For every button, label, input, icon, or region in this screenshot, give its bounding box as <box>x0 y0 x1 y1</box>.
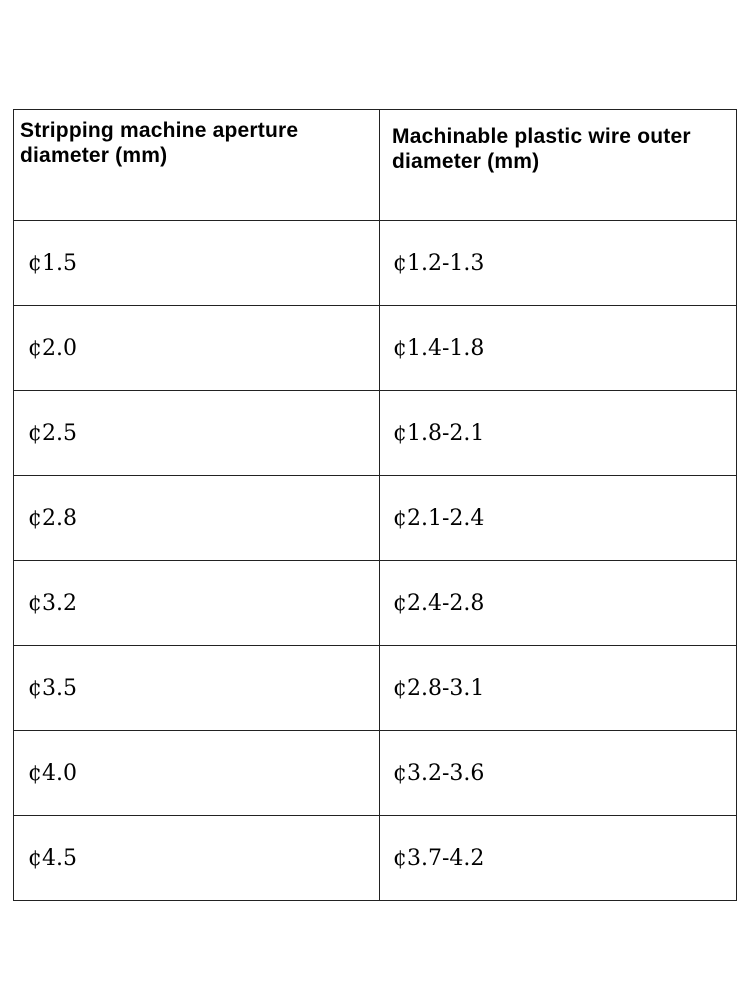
wire-diameter-cell: ¢2.4-2.8 <box>380 561 737 646</box>
header-aperture-diameter: Stripping machine aperture diameter (mm) <box>14 110 380 221</box>
wire-diameter-cell: ¢1.4-1.8 <box>380 306 737 391</box>
header-wire-outer-diameter: Machinable plastic wire outer diameter (mm) <box>380 110 737 221</box>
aperture-cell: ¢4.0 <box>14 731 380 816</box>
table-row <box>14 391 737 476</box>
table-row <box>14 646 737 731</box>
aperture-cell: ¢4.5 <box>14 816 380 901</box>
aperture-cell: ¢2.0 <box>14 306 380 391</box>
table-row <box>14 306 737 391</box>
wire-diameter-cell: ¢1.8-2.1 <box>380 391 737 476</box>
wire-diameter-cell: ¢3.7-4.2 <box>380 816 737 901</box>
table-row <box>14 561 737 646</box>
spec-table <box>13 109 737 901</box>
table-row <box>14 816 737 901</box>
wire-diameter-cell: ¢2.1-2.4 <box>380 476 737 561</box>
aperture-cell: ¢3.5 <box>14 646 380 731</box>
table-row <box>14 476 737 561</box>
wire-diameter-cell: ¢2.8-3.1 <box>380 646 737 731</box>
wire-diameter-cell: ¢1.2-1.3 <box>380 221 737 306</box>
header-row <box>14 110 737 221</box>
aperture-cell: ¢3.2 <box>14 561 380 646</box>
table-row <box>14 221 737 306</box>
aperture-cell: ¢1.5 <box>14 221 380 306</box>
wire-diameter-cell: ¢3.2-3.6 <box>380 731 737 816</box>
table-row <box>14 731 737 816</box>
aperture-cell: ¢2.5 <box>14 391 380 476</box>
aperture-cell: ¢2.8 <box>14 476 380 561</box>
